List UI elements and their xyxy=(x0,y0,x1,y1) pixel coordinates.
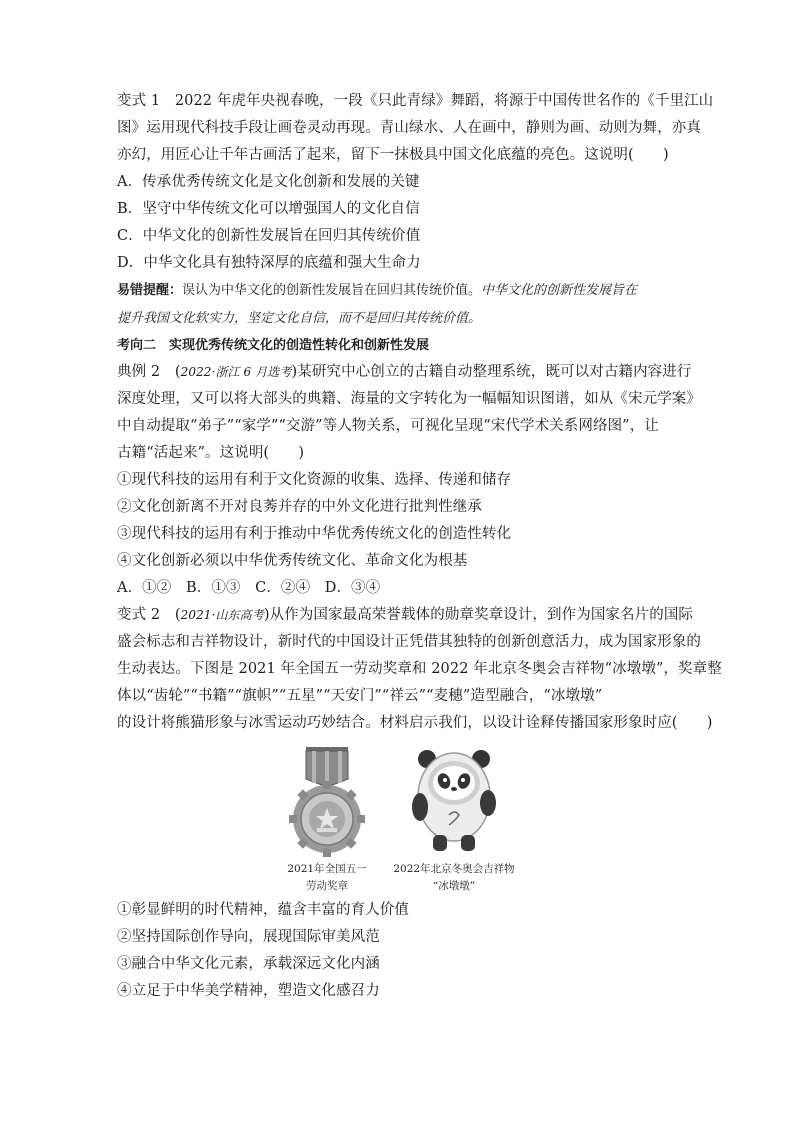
variant2-line-1-rest: )从作为国家最高荣誉载体的勋章奖章设计，到作为国家名片的国际 xyxy=(263,607,694,623)
mascot-caption-2: “冰墩墩” xyxy=(432,880,476,892)
example2-options: A．①② B．①③ C．②④ D．③④ xyxy=(117,580,381,596)
variant2-line-5: 的设计将熊猫形象与冰雪运动巧妙结合。材料启示我们，以设计诠释传播国家形象时应( ) xyxy=(117,715,713,731)
variant1-line-3: 亦幻，用匠心让千年古画活了起来，留下一抹极具中国文化底蕴的亮色。这说明( ) xyxy=(117,147,669,163)
mascot-figure xyxy=(379,745,529,895)
example2-line-3: 中自动提取“弟子”“家学”“交游”等人物关系，可视化呈现“宋代学术关系网络图”，让 xyxy=(117,418,659,434)
example2-source: 2022·浙江 6 月选考 xyxy=(180,365,292,379)
variant1-line-1: 变式 1 2022 年虎年央视春晚，一段《只此青绿》舞蹈，将源于中国传世名作的《千里江山 xyxy=(117,93,714,109)
medal-figure xyxy=(272,745,382,895)
error-hint-line-2 xyxy=(117,305,679,333)
example2-item-1: ①现代科技的运用有利于文化资源的收集、选择、传递和储存 xyxy=(117,472,512,488)
example2-item-4: ④文化创新必须以中华优秀传统文化、革命文化为根基 xyxy=(117,553,468,569)
medal-caption-1: 2021年全国五一 xyxy=(287,863,367,875)
variant1-option-b: B．坚守中华传统文化可以增强国人的文化自信 xyxy=(117,201,420,217)
example2-line-1 xyxy=(117,359,692,386)
variant2-source: 2021·山东高考 xyxy=(180,608,264,622)
error-hint-text: 误认为中华文化的创新性发展旨在回归其传统价值。 xyxy=(182,283,482,298)
bing-dwen-dwen-icon xyxy=(409,745,499,857)
variant2-item-4: ④立足于中华美学精神，塑造文化感召力 xyxy=(117,983,380,999)
variant1-option-d: D．中华文化具有独特深厚的底蕴和强大生命力 xyxy=(117,255,421,271)
variant2-label: 变式 2 ( xyxy=(117,607,181,623)
variant1-option-a: A．传承优秀传统文化是文化创新和发展的关键 xyxy=(117,174,420,190)
document-page xyxy=(117,88,722,1005)
error-hint-handwritten-1: 中华文化的创新性发展旨在 xyxy=(481,283,638,298)
variant2-line-3: 生动表达。下图是 2021 年全国五一劳动奖章和 2022 年北京冬奥会吉祥物“冰墩墩”，奖章整 xyxy=(117,661,722,677)
variant2-line-1 xyxy=(117,602,694,629)
example2-line-1-rest: )某研究中心创立的古籍自动整理系统，既可以对古籍内容进行 xyxy=(291,364,692,380)
error-hint-label: 易错提醒： xyxy=(117,283,183,298)
mascot-caption-1: 2022年北京冬奥会吉祥物 xyxy=(393,863,515,875)
error-hint-line-1 xyxy=(117,277,679,305)
variant2-item-1: ①彰显鲜明的时代精神，蕴含丰富的育人价值 xyxy=(117,902,409,918)
variant2-line-2: 盛会标志和吉祥物设计，新时代的中国设计正凭借其独特的创新创意活力，成为国家形象的 xyxy=(117,634,701,650)
example2-label: 典例 2 ( xyxy=(117,364,181,380)
variant2-item-3: ③融合中华文化元素，承载深远文化内涵 xyxy=(117,956,380,972)
figure-medal-and-mascot xyxy=(117,745,679,895)
variant2-item-2: ②坚持国际创作导向，展现国际审美风范 xyxy=(117,929,380,945)
variant1-line-2: 图》运用现代科技手段让画卷灵动再现。青山绿水、人在画中，静则为画、动则为舞，亦真 xyxy=(117,120,701,136)
section-heading: 考向二 实现优秀传统文化的创造性转化和创新性发展 xyxy=(117,338,430,353)
example2-item-3: ③现代科技的运用有利于推动中华优秀传统文化的创造性转化 xyxy=(117,526,512,542)
medal-caption-2: 劳动奖章 xyxy=(306,880,348,892)
example2-line-4: 古籍“活起来”。这说明( ) xyxy=(117,445,305,461)
example2-item-2: ②文化创新离不开对良莠并存的中外文化进行批判性继承 xyxy=(117,499,482,515)
example2-line-2: 深度处理，又可以将大部头的典籍、海量的文字转化为一幅幅知识图谱，如从《宋元学案》 xyxy=(117,391,701,407)
error-hint-handwritten-2: 提升我国文化软实力，坚定文化自信，而不是回归其传统价值。 xyxy=(117,311,482,326)
variant1-option-c: C．中华文化的创新性发展旨在回归其传统价值 xyxy=(117,228,421,244)
variant2-line-4: 体以“齿轮”“书籍”“旗帜”“五星”“天安门”“祥云”“麦穗”造型融合，“冰墩墩” xyxy=(117,688,603,704)
medal-icon xyxy=(282,745,372,857)
